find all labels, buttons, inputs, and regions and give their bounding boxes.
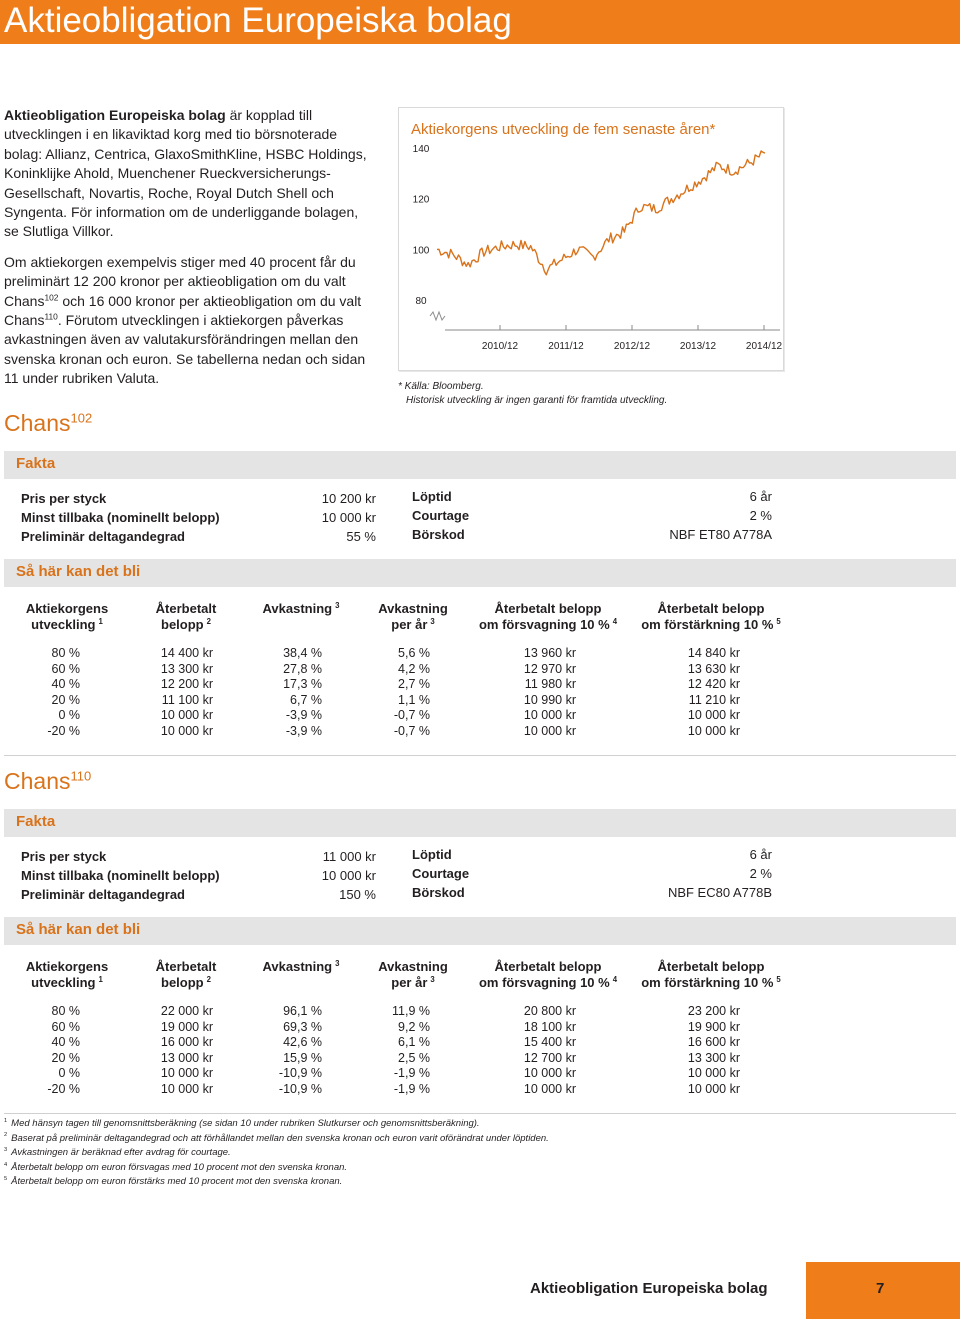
table-cell: 96,1 % [283,1004,322,1018]
fact-value-left: 150 % [339,887,376,902]
footnote [4,1132,944,1147]
table-cell: 2,7 % [398,677,430,691]
table-cell: 20 % [51,1050,80,1065]
column-header-text: Avkastning [262,959,333,974]
table-cell: 12 200 kr [160,677,213,691]
table-cell: -10,9 % [278,1066,322,1080]
fact-value-right: NBF ET80 A778A [669,527,772,542]
fact-label-left: Minst tillbaka (nominellt belopp) [21,510,220,525]
column-header-text: Avkastning [378,959,448,974]
table-cell: 16 600 kr [687,1035,740,1049]
fact-label-right: Courtage [412,866,470,881]
column-header-line1 [621,601,801,617]
x-tick-label: 2013/12 [679,341,717,352]
table-cell: 19 900 kr [687,1019,740,1034]
table-cell: -20 % [47,1081,80,1096]
column-header-text: Avkastning [378,601,448,616]
performance-chart [398,107,783,369]
y-tick-label: 100 [412,245,430,257]
table-cell: -3,9 % [285,723,322,738]
column-header-text: Återbetalt [155,601,217,616]
column-header-line1 [458,601,638,617]
axis-break [430,312,445,320]
table-cell: 13 300 kr [687,1050,740,1065]
column-header-text: Återbetalt belopp [494,959,602,974]
footnote [4,1175,944,1190]
table-cell: 11 210 kr [688,692,740,707]
table-cell: 13 000 kr [160,1050,213,1065]
fact-label-right: Courtage [412,508,470,523]
table-cell: 18 100 kr [523,1019,576,1034]
footnote-text: Avkastningen är beräknad efter avdrag för courtage. [11,1147,231,1159]
column-header-text: Återbetalt [155,959,217,974]
table-cell: 60 % [51,661,80,676]
footnote-ref: 3 [430,974,435,984]
fakta-band [4,451,956,479]
table-cell: -0,7 % [393,723,430,738]
fact-value-left: 55 % [346,529,376,544]
column-header-line2 [621,617,801,633]
intro-p2-b: och 16 000 kronor per aktieobligation om du valt Chans [4,292,362,329]
table-cell: 0 % [58,708,80,722]
intro-p1-text: är kopplad till utvecklingen i en likaviktad korg med tio börsnoterade bolag: Allianz, Centrica, GlaxoSmithKline, HSBC Holdings, Koninklijke Ahold, Muenchener Rueckversicherungs-Gesellschaft, Novartis, Roche, Royal Dutch Shell och Syngenta. För information om de underliggande bolagen, se Slutliga Villkor. [4,107,367,240]
x-tick-label: 2012/12 [613,341,651,352]
fact-value-right: 2 % [749,866,772,881]
footnote-text: Baserat på preliminär deltagandegrad och att förhållandet mellan den svenska kronan och euron varit oförändrat under löptiden. [11,1132,549,1144]
fact-label-right: Börskod [412,527,465,542]
column-header-line2 [458,617,638,633]
footnote-ref: 4 [612,974,618,984]
chart-source [398,380,667,408]
page-number: 7 [876,1280,885,1297]
table-cell: -20 % [47,723,80,738]
column-header-text2: om förstärkning 10 % [641,975,774,990]
column-header-text2: om försvagning 10 % [478,975,610,990]
fact-value-right: 6 år [749,847,772,862]
intro-p2-c: . Förutom utvecklingen i aktiekorgen påverkas avkastningen även av valutakursförändringen mellan den svenska kronan och euron. Se tabellerna nedan och sidan 11 under rubriken Valuta. [4,312,366,387]
x-tick-label: 2011/12 [548,341,584,352]
x-tick-label: 2010/12 [481,341,519,352]
column-header-text: Aktiekorgens [25,959,109,974]
footnote-ref: 1 [98,616,103,626]
fakta-label: Fakta [16,455,56,472]
column-header-text: Återbetalt belopp [494,601,602,616]
footnote [4,1161,944,1176]
table-cell: 23 200 kr [687,1004,740,1018]
fact-value-left: 11 000 kr [322,849,376,864]
footnote-ref: 2 [206,974,211,984]
scenario-label: Så här kan det bli [16,921,141,938]
table-cell: 80 % [51,646,80,660]
fact-value-left: 10 000 kr [321,510,376,525]
intro-p2-a: Om aktiekorgen exempelvis stiger med 40 procent får du preliminärt 12 200 kronor per aktieobligation om du valt Chans [4,253,356,309]
table-cell: 12 700 kr [523,1050,576,1065]
fact-value-left: 10 200 kr [321,491,376,506]
table-cell: 69,3 % [283,1019,322,1034]
table-cell: 27,8 % [283,661,322,676]
table-cell: 42,6 % [283,1035,322,1049]
footnote-ref: 3 [335,958,340,968]
chart-disclaimer: Historisk utveckling är ingen garanti för framtida utveckling. [406,395,668,406]
sup-102: 102 [44,292,59,302]
fact-label-left: Preliminär deltagandegrad [21,529,185,544]
column-header-text2: belopp [161,617,204,632]
chart-source-line: * Källa: Bloomberg. [398,381,484,392]
column-header [458,601,638,633]
fact-label-left: Pris per styck [21,849,107,864]
chart-title: Aktiekorgens utveckling de fem senaste åren* [411,121,716,138]
scenario-band [4,917,956,945]
table-cell: 13 630 kr [687,661,740,676]
table-cell: 6,7 % [290,692,322,707]
table-cell: 15,9 % [283,1050,322,1065]
footnote-ref: 2 [206,616,211,626]
section-title [4,768,91,795]
column-header [621,601,801,633]
section-title-sup: 102 [70,410,93,426]
column-header-text2: om försvagning 10 % [478,617,610,632]
column-header-text: Aktiekorgens [25,601,109,616]
table-bottom-rule [4,1113,956,1114]
table-cell: 9,2 % [398,1019,430,1034]
x-tick-label: 2014/12 [745,341,783,352]
table-cell: -1,9 % [393,1066,430,1080]
table-cell: 40 % [51,677,80,691]
table-cell: 60 % [51,1019,80,1034]
column-header-line2 [96,617,276,633]
column-header [621,959,801,991]
table-cell: 11 100 kr [161,692,213,707]
scenario-band [4,559,956,587]
fakta-band [4,809,956,837]
table-cell: 10 000 kr [523,723,576,738]
section-title-sup: 110 [70,768,92,784]
column-header-line1 [458,959,638,975]
table-cell: 10 000 kr [523,708,576,722]
footnote-ref: 3 [430,616,435,626]
table-cell: 0 % [58,1066,80,1080]
footnotes [4,1117,944,1190]
fact-label-right: Börskod [412,885,465,900]
table-cell: 17,3 % [283,677,322,691]
table-cell: 12 420 kr [687,677,740,691]
table-cell: 10 000 kr [687,723,740,738]
fact-value-right: 2 % [749,508,772,523]
footnote-ref: 1 [98,974,103,984]
table-cell: 11 980 kr [524,677,576,691]
table-cell: 13 960 kr [523,646,576,660]
table-cell: 19 000 kr [160,1019,213,1034]
column-header-text2: per år [391,975,428,990]
column-header-text2: per år [391,617,428,632]
footnote-number: 1 [4,1117,8,1124]
table-cell: 20 800 kr [523,1004,576,1018]
table-bottom-rule [4,755,956,756]
table-cell: 11,9 % [392,1004,430,1018]
footnote [4,1117,944,1132]
fact-label-right: Löptid [412,489,452,504]
fact-label-left: Preliminär deltagandegrad [21,887,185,902]
footnote-number: 2 [4,1132,8,1139]
column-header-line1 [621,959,801,975]
y-tick-label: 120 [412,194,430,206]
column-header-line2 [96,975,276,991]
section-title-main: Chans [4,410,71,436]
section-title-main: Chans [4,768,71,794]
table-cell: 80 % [51,1004,80,1018]
table-cell: 2,5 % [398,1050,430,1065]
footnote-text: Återbetalt belopp om euron försvagas med 10 procent mot den svenska kronan. [11,1161,348,1173]
column-header-text: Återbetalt belopp [657,601,765,616]
table-cell: 5,6 % [398,646,430,660]
table-cell: -10,9 % [278,1081,322,1096]
table-cell: 1,1 % [398,692,430,707]
footnote-number: 5 [4,1176,8,1183]
column-header-text2: belopp [161,975,204,990]
table-cell: 10 000 kr [523,1066,576,1080]
footer-title: Aktieobligation Europeiska bolag [530,1280,768,1297]
table-cell: 10 000 kr [160,1081,213,1096]
column-header-text: Avkastning [262,601,333,616]
table-cell: 6,1 % [398,1035,430,1049]
footnote-ref: 5 [776,974,781,984]
fakta-label: Fakta [16,813,56,830]
table-cell: 38,4 % [283,646,322,660]
column-header-line2 [621,975,801,991]
column-header-text2: utveckling [31,975,96,990]
table-cell: -3,9 % [285,708,322,722]
table-cell: 22 000 kr [160,1004,213,1018]
table-cell: 10 000 kr [160,708,213,722]
footnote-ref: 4 [612,616,618,626]
fact-label-right: Löptid [412,847,452,862]
table-cell: 10 000 kr [160,723,213,738]
column-header-text2: utveckling [31,617,96,632]
intro-paragraph-2 [4,253,369,389]
footnote-number: 4 [4,1161,8,1168]
fact-label-left: Minst tillbaka (nominellt belopp) [21,868,220,883]
table-cell: -0,7 % [393,708,430,722]
section-title [4,410,92,437]
table-cell: 13 300 kr [160,661,213,676]
table-cell: 40 % [51,1035,80,1049]
table-cell: 15 400 kr [523,1035,576,1049]
intro-paragraph-1 [4,106,369,242]
footnote-text: Återbetalt belopp om euron förstärks med 10 procent mot den svenska kronan. [11,1176,343,1188]
sup-110: 110 [44,311,58,322]
fact-label-left: Pris per styck [21,491,107,506]
product-name: Aktieobligation Europeiska bolag [4,107,226,123]
footnote-ref: 5 [776,616,781,626]
column-header-text2: om förstärkning 10 % [641,617,774,632]
fact-value-right: 6 år [749,489,772,504]
table-cell: 10 000 kr [687,1081,740,1096]
footnote-number: 3 [4,1147,8,1154]
intro-text [4,106,369,400]
table-cell: 14 400 kr [160,646,213,660]
table-cell: 12 970 kr [523,661,576,676]
column-header-text: Återbetalt belopp [657,959,765,974]
footnote-text: Med hänsyn tagen till genomsnittsberäkning (se sidan 10 under rubriken Slutkurser och genomsnittsberäkning). [11,1118,480,1129]
y-tick-label: 140 [412,144,430,155]
column-header [458,959,638,991]
fact-value-left: 10 000 kr [321,868,376,883]
table-cell: 16 000 kr [160,1035,213,1049]
scenario-label: Så här kan det bli [16,563,141,580]
table-cell: 4,2 % [398,661,430,676]
table-cell: 10 000 kr [687,708,740,722]
footnote [4,1146,944,1161]
series-line [437,151,765,275]
table-cell: 20 % [51,692,80,707]
y-tick-label: 80 [415,296,427,307]
fact-value-right: NBF EC80 A778B [667,885,772,900]
table-cell: -1,9 % [393,1081,430,1096]
table-cell: 14 840 kr [687,646,740,660]
footnote-ref: 3 [335,600,340,610]
page-title: Aktieobligation Europeiska bolag [4,1,512,40]
table-cell: 10 000 kr [160,1066,213,1080]
column-header-line2 [458,975,638,991]
table-cell: 10 000 kr [523,1081,576,1096]
table-cell: 10 000 kr [687,1066,740,1080]
table-cell: 10 990 kr [523,692,576,707]
